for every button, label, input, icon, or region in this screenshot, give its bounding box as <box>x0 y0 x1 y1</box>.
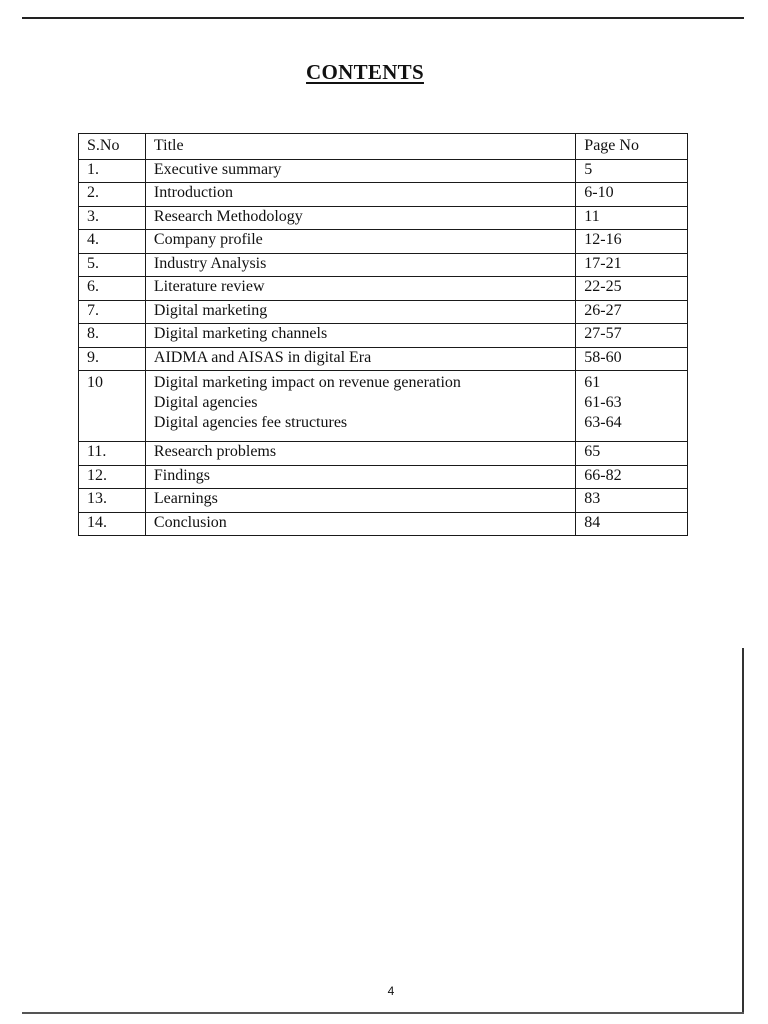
header-title: Title <box>145 134 575 160</box>
row-page: 6-10 <box>576 183 688 207</box>
row-sno: 13. <box>79 489 146 513</box>
row-page: 84 <box>576 512 688 536</box>
row-title: Industry Analysis <box>145 253 575 277</box>
row-sno: 4. <box>79 230 146 254</box>
row-page: 66-82 <box>576 465 688 489</box>
row-page: 61 <box>584 374 601 391</box>
table-row <box>79 442 688 466</box>
contents-table <box>78 133 688 536</box>
table-header-row <box>79 134 688 160</box>
row-page: 11 <box>576 206 688 230</box>
table-row <box>79 324 688 348</box>
table-row <box>79 183 688 207</box>
table-row <box>79 277 688 301</box>
row-sno: 2. <box>79 183 146 207</box>
row-sno: 14. <box>79 512 146 536</box>
top-border-line <box>22 17 744 19</box>
row-title: Digital agencies <box>153 394 258 411</box>
table-row <box>79 489 688 513</box>
table-row <box>79 253 688 277</box>
row-title: Conclusion <box>145 512 575 536</box>
row-sno: 10 <box>79 371 146 442</box>
row-title: Research Methodology <box>145 206 575 230</box>
row-title: Learnings <box>145 489 575 513</box>
page-edge-line <box>742 648 744 1014</box>
row-title: Literature review <box>145 277 575 301</box>
row-page: 17-21 <box>576 253 688 277</box>
row-page: 58-60 <box>576 347 688 371</box>
row-page: 27-57 <box>576 324 688 348</box>
row-page: 63-64 <box>584 414 622 431</box>
page-title: CONTENTS <box>306 60 424 84</box>
row-page-group <box>576 371 688 442</box>
row-page: 83 <box>576 489 688 513</box>
row-page: 65 <box>576 442 688 466</box>
table-row-multiline <box>79 371 688 442</box>
row-sno: 8. <box>79 324 146 348</box>
table-row <box>79 206 688 230</box>
row-sno: 11. <box>79 442 146 466</box>
row-page: 22-25 <box>576 277 688 301</box>
page-number: 4 <box>387 984 395 998</box>
row-title: Findings <box>145 465 575 489</box>
row-title: Digital marketing <box>145 300 575 324</box>
row-title-group <box>145 371 575 442</box>
row-title: Digital marketing channels <box>145 324 575 348</box>
row-page: 12-16 <box>576 230 688 254</box>
row-sno: 5. <box>79 253 146 277</box>
table-row <box>79 512 688 536</box>
row-title: Introduction <box>145 183 575 207</box>
table-row <box>79 159 688 183</box>
row-title: AIDMA and AISAS in digital Era <box>145 347 575 371</box>
row-sno: 9. <box>79 347 146 371</box>
table-row <box>79 465 688 489</box>
bottom-border-line <box>22 1012 744 1014</box>
table-row <box>79 300 688 324</box>
row-page: 61-63 <box>584 394 622 411</box>
row-page: 26-27 <box>576 300 688 324</box>
header-page-no: Page No <box>576 134 688 160</box>
row-sno: 12. <box>79 465 146 489</box>
row-sno: 3. <box>79 206 146 230</box>
row-sno: 7. <box>79 300 146 324</box>
header-sno: S.No <box>79 134 146 160</box>
row-sno: 1. <box>79 159 146 183</box>
row-title: Company profile <box>145 230 575 254</box>
table-row <box>79 230 688 254</box>
row-page: 5 <box>576 159 688 183</box>
table-row <box>79 347 688 371</box>
row-sno: 6. <box>79 277 146 301</box>
row-title: Digital agencies fee structures <box>153 414 348 431</box>
row-title: Research problems <box>145 442 575 466</box>
row-title: Digital marketing impact on revenue generation <box>153 374 461 391</box>
row-title: Executive summary <box>145 159 575 183</box>
